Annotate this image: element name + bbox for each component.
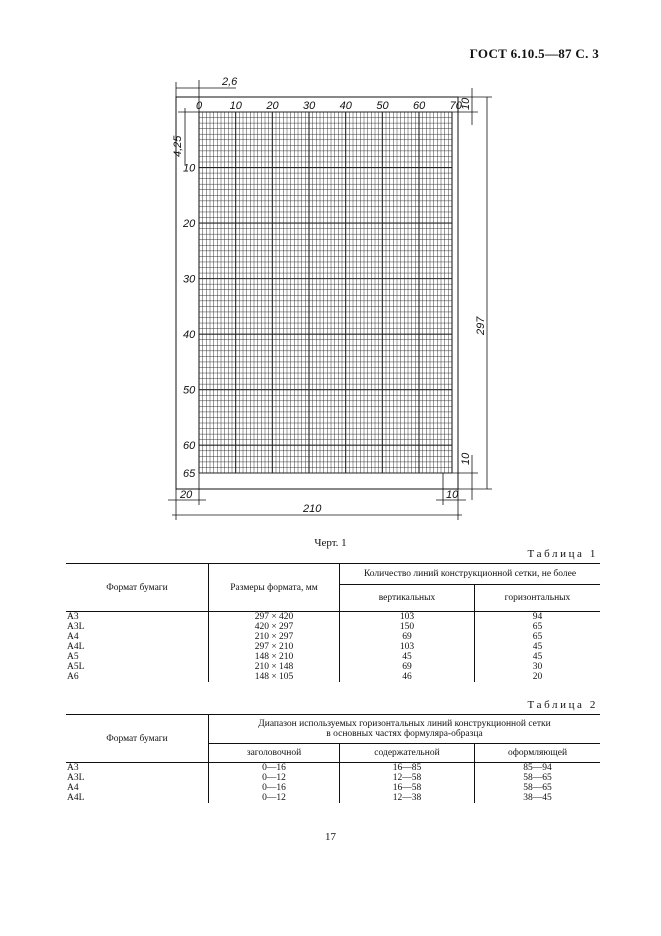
top-scale-label: 30 bbox=[303, 100, 316, 112]
table1-header-group: Количество линий конструкционной сетки, не более bbox=[340, 564, 601, 585]
table1-header-vertical: вертикальных bbox=[340, 585, 475, 612]
left-scale-label: 10 bbox=[183, 162, 196, 175]
table-row bbox=[66, 632, 600, 642]
table2-header-group bbox=[209, 715, 601, 744]
table-cell: 297 × 210 bbox=[209, 642, 340, 652]
construction-grid bbox=[199, 112, 452, 473]
top-scale-label: 70 bbox=[449, 100, 462, 112]
table-cell: 12—58 bbox=[340, 773, 475, 783]
page-number: 17 bbox=[325, 831, 336, 843]
table-cell: 210 × 297 bbox=[209, 632, 340, 642]
table-cell: 103 bbox=[340, 612, 475, 623]
table-cell: А4 bbox=[67, 632, 79, 642]
table-cell: 148 × 105 bbox=[209, 672, 340, 682]
table2-header-format: Формат бумаги bbox=[66, 715, 209, 763]
table-cell: 150 bbox=[340, 622, 475, 632]
table-cell: 38—45 bbox=[475, 793, 601, 803]
table-cell: А6 bbox=[67, 672, 79, 682]
table-cell: А3 bbox=[67, 763, 79, 773]
table2-header-content: содержательной bbox=[340, 744, 475, 763]
table-cell: 58—65 bbox=[475, 773, 601, 783]
table-row bbox=[66, 773, 600, 783]
table-cell: 45 bbox=[475, 652, 601, 662]
table-cell: А4L bbox=[67, 793, 85, 803]
dim-bottom-right-label: 10 bbox=[446, 489, 459, 501]
table-cell: 0—12 bbox=[209, 773, 340, 783]
dim-left-offset-label: 4,25 bbox=[172, 135, 184, 157]
table-cell: 30 bbox=[475, 662, 601, 672]
table-row bbox=[66, 662, 600, 672]
table-row bbox=[66, 642, 600, 652]
left-scale-label: 20 bbox=[183, 218, 196, 231]
table-row bbox=[66, 672, 600, 682]
top-scale-labels bbox=[196, 100, 463, 112]
table-row bbox=[66, 763, 600, 774]
figure-caption: Черт. 1 bbox=[314, 537, 347, 549]
table2-header-group-line1: Диапазон используемых горизонтальных линий конструкционной сетки bbox=[258, 719, 551, 729]
table-cell: 58—65 bbox=[475, 783, 601, 793]
dim-bottom-left-label: 20 bbox=[180, 489, 193, 501]
table-cell: 16—85 bbox=[340, 763, 475, 774]
table-cell: 85—94 bbox=[475, 763, 601, 774]
left-scale-labels bbox=[182, 163, 196, 480]
top-scale-label: 0 bbox=[196, 100, 203, 112]
table-cell: 420 × 297 bbox=[209, 622, 340, 632]
table-cell: А3L bbox=[67, 622, 85, 632]
table-row bbox=[66, 793, 600, 803]
table2-label: Таблица 2 bbox=[527, 699, 598, 711]
table-cell: А4L bbox=[67, 642, 85, 652]
table-row bbox=[66, 622, 600, 632]
table-cell: 69 bbox=[340, 662, 475, 672]
table1 bbox=[66, 563, 600, 682]
table1-header-horizontal: горизонтальных bbox=[475, 585, 601, 612]
top-scale-label: 60 bbox=[413, 100, 426, 112]
table-cell: 12—38 bbox=[340, 793, 475, 803]
top-scale-label: 10 bbox=[229, 100, 242, 112]
table-cell: 65 bbox=[475, 632, 601, 642]
dim-width-label: 210 bbox=[303, 503, 322, 515]
sheet-frame bbox=[176, 97, 458, 489]
table-cell: 0—16 bbox=[209, 783, 340, 793]
left-scale-label: 50 bbox=[183, 384, 196, 397]
table1-header-size: Размеры формата, мм bbox=[209, 564, 340, 612]
table-cell: А3 bbox=[67, 612, 79, 622]
table-cell: А5L bbox=[67, 662, 85, 672]
left-scale-label: 65 bbox=[183, 468, 196, 480]
table-cell: 65 bbox=[475, 622, 601, 632]
dim-right-bottom-label: 10 bbox=[460, 452, 472, 465]
table-row bbox=[66, 783, 600, 793]
table-cell: 46 bbox=[340, 672, 475, 682]
table-cell: А4 bbox=[67, 783, 79, 793]
dim-right-top-label: 10 bbox=[460, 97, 472, 110]
top-scale-label: 50 bbox=[376, 100, 389, 112]
table-cell: 94 bbox=[475, 612, 601, 623]
table1-header-format: Формат бумаги bbox=[66, 564, 209, 612]
dim-height-label: 297 bbox=[475, 316, 487, 335]
left-scale-label: 40 bbox=[183, 329, 196, 342]
table2 bbox=[66, 714, 600, 803]
table-cell: 148 × 210 bbox=[209, 652, 340, 662]
table2-header-group-line2: в основных частях формуляра-образца bbox=[326, 729, 483, 739]
table-cell: 297 × 420 bbox=[209, 612, 340, 623]
table2-header-heading: заголовочной bbox=[209, 744, 340, 763]
table-cell: 0—12 bbox=[209, 793, 340, 803]
table-cell: А5 bbox=[67, 652, 79, 662]
table-cell: 20 bbox=[475, 672, 601, 682]
page-header: ГОСТ 6.10.5—87 С. 3 bbox=[469, 46, 599, 61]
table-cell: 210 × 148 bbox=[209, 662, 340, 672]
table-cell: 69 bbox=[340, 632, 475, 642]
top-scale-label: 40 bbox=[339, 100, 352, 112]
table1-label: Таблица 1 bbox=[527, 548, 598, 560]
table-cell: 0—16 bbox=[209, 763, 340, 774]
table2-header-design: оформляющей bbox=[475, 744, 601, 763]
top-scale-label: 20 bbox=[266, 100, 279, 112]
table-cell: 45 bbox=[340, 652, 475, 662]
table-cell: 45 bbox=[475, 642, 601, 652]
dim-top-offset-label: 2,6 bbox=[222, 76, 238, 88]
table-cell: 16—58 bbox=[340, 783, 475, 793]
table-row bbox=[66, 652, 600, 662]
left-scale-label: 30 bbox=[183, 273, 196, 286]
table-cell: А3L bbox=[67, 773, 85, 783]
table-cell: 103 bbox=[340, 642, 475, 652]
table-row bbox=[66, 612, 600, 623]
left-scale-label: 60 bbox=[183, 440, 196, 453]
